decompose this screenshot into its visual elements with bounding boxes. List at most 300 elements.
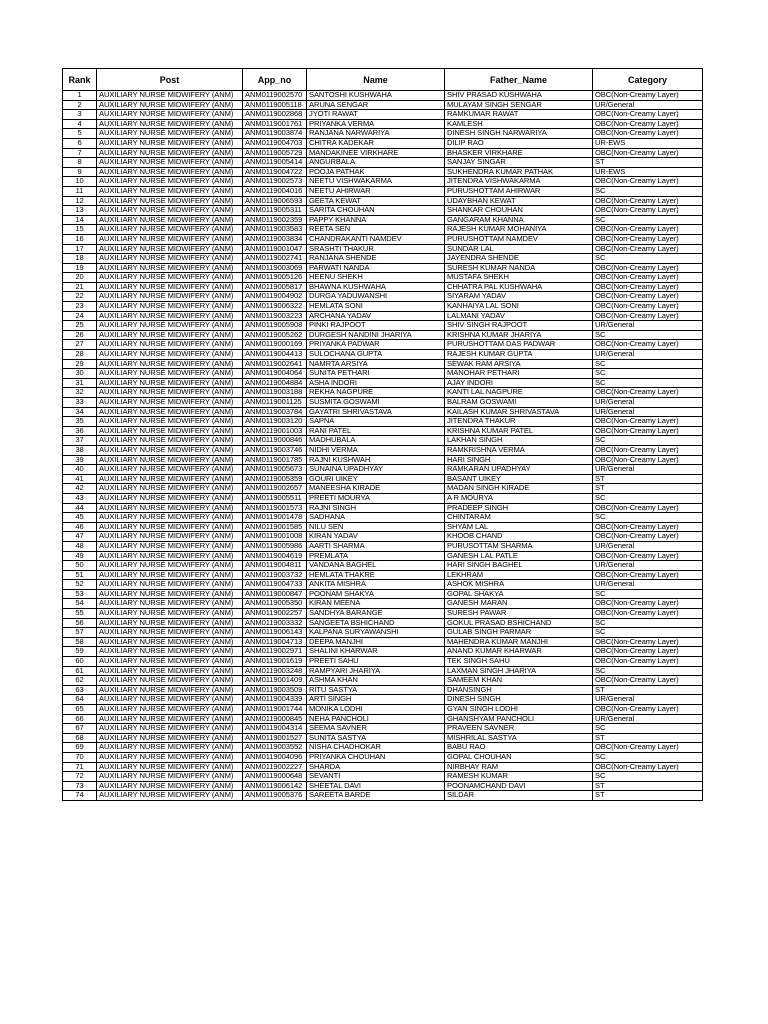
cell-app-no: ANM0119002570 (243, 91, 307, 101)
cell-app-no: ANM0119002641 (243, 359, 307, 369)
cell-rank: 26 (63, 330, 97, 340)
table-row (63, 676, 703, 686)
cell-name: KIRAN MEENA (307, 599, 445, 609)
cell-father-name: BALRAM GOSWAMI (445, 398, 593, 408)
cell-name: SUNAINA UPADHYAY (307, 465, 445, 475)
cell-app-no: ANM0119000169 (243, 340, 307, 350)
cell-category: UR/General (593, 561, 703, 571)
cell-father-name: SURESH PAWAR (445, 609, 593, 619)
cell-name: PRIYANKA CHOUHAN (307, 752, 445, 762)
cell-name: ARCHANA YADAV (307, 311, 445, 321)
table-body (63, 91, 703, 801)
cell-name: DEEPA MANJHI (307, 637, 445, 647)
cell-rank: 20 (63, 273, 97, 283)
cell-rank: 4 (63, 119, 97, 129)
cell-category: SC (593, 359, 703, 369)
cell-post: AUXILIARY NURSE MIDWIFERY (ANM) (97, 273, 243, 283)
cell-name: SULOCHANA GUPTA (307, 350, 445, 360)
cell-post: AUXILIARY NURSE MIDWIFERY (ANM) (97, 465, 243, 475)
cell-app-no: ANM0119005350 (243, 599, 307, 609)
cell-father-name: NIRBHAY RAM (445, 762, 593, 772)
cell-father-name: DHANSINGH (445, 685, 593, 695)
cell-father-name: JITENDRA VISHWAKARMA (445, 177, 593, 187)
cell-rank: 28 (63, 350, 97, 360)
cell-rank: 69 (63, 743, 97, 753)
cell-app-no: ANM0119003120 (243, 417, 307, 427)
cell-post: AUXILIARY NURSE MIDWIFERY (ANM) (97, 254, 243, 264)
cell-post: AUXILIARY NURSE MIDWIFERY (ANM) (97, 445, 243, 455)
cell-rank: 12 (63, 196, 97, 206)
table-row (63, 91, 703, 101)
cell-category: ST (593, 484, 703, 494)
table-row (63, 119, 703, 129)
cell-name: SUNITA PETHARI (307, 369, 445, 379)
cell-post: AUXILIARY NURSE MIDWIFERY (ANM) (97, 148, 243, 158)
cell-father-name: RAMKUMAR RAWAT (445, 110, 593, 120)
cell-name: BHAWNA KUSHWAHA (307, 282, 445, 292)
cell-father-name: UDAYBHAN KEWAT (445, 196, 593, 206)
cell-category: UR/General (593, 100, 703, 110)
cell-name: PRIYANKA VERMA (307, 119, 445, 129)
cell-category: UR/General (593, 350, 703, 360)
cell-category: ST (593, 733, 703, 743)
cell-post: AUXILIARY NURSE MIDWIFERY (ANM) (97, 186, 243, 196)
cell-rank: 58 (63, 637, 97, 647)
table-row (63, 781, 703, 791)
table-row (63, 398, 703, 408)
cell-father-name: MULAYAM SINGH SENGAR (445, 100, 593, 110)
table-row (63, 503, 703, 513)
cell-post: AUXILIARY NURSE MIDWIFERY (ANM) (97, 657, 243, 667)
cell-name: GAYATRI SHRIVASTAVA (307, 407, 445, 417)
cell-father-name: KAMLESH (445, 119, 593, 129)
cell-app-no: ANM0119000648 (243, 772, 307, 782)
cell-category: OBC(Non-Creamy Layer) (593, 522, 703, 532)
cell-father-name: MANOHAR PETHARI (445, 369, 593, 379)
table-row (63, 282, 703, 292)
merit-list-table (62, 68, 703, 801)
cell-category: OBC(Non-Creamy Layer) (593, 292, 703, 302)
cell-father-name: LEKHRAM (445, 570, 593, 580)
cell-app-no: ANM0119001619 (243, 657, 307, 667)
cell-post: AUXILIARY NURSE MIDWIFERY (ANM) (97, 551, 243, 561)
cell-app-no: ANM0119001047 (243, 244, 307, 254)
cell-post: AUXILIARY NURSE MIDWIFERY (ANM) (97, 330, 243, 340)
cell-post: AUXILIARY NURSE MIDWIFERY (ANM) (97, 225, 243, 235)
cell-father-name: SHYAM LAL (445, 522, 593, 532)
table-row (63, 244, 703, 254)
cell-name: PREMLATA (307, 551, 445, 561)
cell-app-no: ANM0119006322 (243, 302, 307, 312)
cell-app-no: ANM0119001409 (243, 676, 307, 686)
cell-post: AUXILIARY NURSE MIDWIFERY (ANM) (97, 628, 243, 638)
cell-name: PINKI RAJPOOT (307, 321, 445, 331)
table-row (63, 541, 703, 551)
cell-rank: 50 (63, 561, 97, 571)
cell-rank: 67 (63, 724, 97, 734)
cell-father-name: CHINTARAM (445, 513, 593, 523)
cell-father-name: LAKHAN SINGH (445, 436, 593, 446)
cell-post: AUXILIARY NURSE MIDWIFERY (ANM) (97, 541, 243, 551)
cell-post: AUXILIARY NURSE MIDWIFERY (ANM) (97, 167, 243, 177)
table-row (63, 292, 703, 302)
table-row (63, 196, 703, 206)
cell-post: AUXILIARY NURSE MIDWIFERY (ANM) (97, 455, 243, 465)
cell-name: RANJANA NARWARIYA (307, 129, 445, 139)
cell-father-name: PRADEEP SINGH (445, 503, 593, 513)
cell-category: SC (593, 724, 703, 734)
cell-name: SAPNA (307, 417, 445, 427)
cell-category: SC (593, 254, 703, 264)
cell-app-no: ANM0119006593 (243, 196, 307, 206)
cell-category: SC (593, 215, 703, 225)
cell-rank: 70 (63, 752, 97, 762)
cell-name: SHALINI KHARWAR (307, 647, 445, 657)
cell-name: RAMPYARI JHARIYA (307, 666, 445, 676)
cell-father-name: GANGARAM KHANNA (445, 215, 593, 225)
cell-app-no: ANM0119005126 (243, 273, 307, 283)
table-row (63, 369, 703, 379)
cell-name: PREETI SAHU (307, 657, 445, 667)
table-row (63, 772, 703, 782)
table-row (63, 609, 703, 619)
cell-category: ST (593, 791, 703, 801)
table-row (63, 532, 703, 542)
cell-app-no: ANM0119005376 (243, 791, 307, 801)
cell-post: AUXILIARY NURSE MIDWIFERY (ANM) (97, 138, 243, 148)
cell-rank: 54 (63, 599, 97, 609)
cell-rank: 11 (63, 186, 97, 196)
table-row (63, 100, 703, 110)
cell-category: OBC(Non-Creamy Layer) (593, 599, 703, 609)
cell-post: AUXILIARY NURSE MIDWIFERY (ANM) (97, 609, 243, 619)
cell-father-name: GHANSHYAM PANCHOLI (445, 714, 593, 724)
cell-father-name: RAJESH KUMAR MOHANIYA (445, 225, 593, 235)
cell-name: MANDAKINEE VIRKHARE (307, 148, 445, 158)
header-rank: Rank (63, 69, 97, 91)
cell-post: AUXILIARY NURSE MIDWIFERY (ANM) (97, 311, 243, 321)
cell-post: AUXILIARY NURSE MIDWIFERY (ANM) (97, 417, 243, 427)
cell-father-name: RAMKRISHNA VERMA (445, 445, 593, 455)
header-row (63, 69, 703, 91)
cell-post: AUXILIARY NURSE MIDWIFERY (ANM) (97, 695, 243, 705)
cell-category: SC (593, 618, 703, 628)
cell-category: OBC(Non-Creamy Layer) (593, 177, 703, 187)
cell-father-name: TEK SINGH SAHU (445, 657, 593, 667)
cell-name: MADHUBALA (307, 436, 445, 446)
cell-category: ST (593, 685, 703, 695)
cell-rank: 63 (63, 685, 97, 695)
cell-father-name: RAMESH KUMAR (445, 772, 593, 782)
cell-category: OBC(Non-Creamy Layer) (593, 225, 703, 235)
cell-category: OBC(Non-Creamy Layer) (593, 503, 703, 513)
cell-post: AUXILIARY NURSE MIDWIFERY (ANM) (97, 666, 243, 676)
table-row (63, 685, 703, 695)
table-row (63, 743, 703, 753)
cell-name: ASHMA KHAN (307, 676, 445, 686)
cell-father-name: KANHAIYA LAL SONI (445, 302, 593, 312)
table-row (63, 350, 703, 360)
cell-rank: 45 (63, 513, 97, 523)
cell-post: AUXILIARY NURSE MIDWIFERY (ANM) (97, 752, 243, 762)
cell-father-name: GOPAL CHOUHAN (445, 752, 593, 762)
cell-father-name: PURUSHOTTAM NAMDEV (445, 234, 593, 244)
cell-father-name: HARI SINGH (445, 455, 593, 465)
table-row (63, 158, 703, 168)
table-row (63, 330, 703, 340)
cell-rank: 10 (63, 177, 97, 187)
cell-rank: 37 (63, 436, 97, 446)
cell-father-name: GANESH LAL PATLE (445, 551, 593, 561)
cell-category: ST (593, 158, 703, 168)
cell-name: GEETA KEWAT (307, 196, 445, 206)
table-row (63, 580, 703, 590)
cell-post: AUXILIARY NURSE MIDWIFERY (ANM) (97, 724, 243, 734)
cell-app-no: ANM0119002257 (243, 609, 307, 619)
table-row (63, 474, 703, 484)
cell-rank: 43 (63, 493, 97, 503)
cell-category: UR/General (593, 541, 703, 551)
cell-rank: 68 (63, 733, 97, 743)
cell-category: OBC(Non-Creamy Layer) (593, 302, 703, 312)
cell-father-name: SHANKAR CHOUHAN (445, 206, 593, 216)
cell-category: OBC(Non-Creamy Layer) (593, 445, 703, 455)
cell-name: NIDHI VERMA (307, 445, 445, 455)
table-row (63, 733, 703, 743)
cell-post: AUXILIARY NURSE MIDWIFERY (ANM) (97, 388, 243, 398)
cell-post: AUXILIARY NURSE MIDWIFERY (ANM) (97, 196, 243, 206)
cell-rank: 62 (63, 676, 97, 686)
cell-name: MANEESHA KIRADE (307, 484, 445, 494)
cell-father-name: BABU RAO (445, 743, 593, 753)
table-row (63, 359, 703, 369)
cell-post: AUXILIARY NURSE MIDWIFERY (ANM) (97, 676, 243, 686)
cell-rank: 59 (63, 647, 97, 657)
cell-app-no: ANM0119003069 (243, 263, 307, 273)
cell-app-no: ANM0119001125 (243, 398, 307, 408)
cell-app-no: ANM0119001585 (243, 522, 307, 532)
cell-app-no: ANM0119003223 (243, 311, 307, 321)
cell-post: AUXILIARY NURSE MIDWIFERY (ANM) (97, 647, 243, 657)
table-row (63, 340, 703, 350)
table-row (63, 388, 703, 398)
cell-category: SC (593, 772, 703, 782)
cell-post: AUXILIARY NURSE MIDWIFERY (ANM) (97, 177, 243, 187)
cell-father-name: AJAY INDORI (445, 378, 593, 388)
cell-app-no: ANM0119005511 (243, 493, 307, 503)
cell-post: AUXILIARY NURSE MIDWIFERY (ANM) (97, 407, 243, 417)
cell-rank: 2 (63, 100, 97, 110)
cell-category: OBC(Non-Creamy Layer) (593, 657, 703, 667)
cell-rank: 17 (63, 244, 97, 254)
cell-post: AUXILIARY NURSE MIDWIFERY (ANM) (97, 350, 243, 360)
cell-app-no: ANM0119005986 (243, 541, 307, 551)
cell-app-no: ANM0119002971 (243, 647, 307, 657)
cell-name: KIRAN YADAV (307, 532, 445, 542)
cell-app-no: ANM0119001785 (243, 455, 307, 465)
cell-rank: 60 (63, 657, 97, 667)
cell-name: RAJNI SINGH (307, 503, 445, 513)
cell-post: AUXILIARY NURSE MIDWIFERY (ANM) (97, 244, 243, 254)
cell-rank: 19 (63, 263, 97, 273)
cell-name: HEMLATA THAKRE (307, 570, 445, 580)
table-row (63, 321, 703, 331)
cell-father-name: PURUSHOTTAM AHIRWAR (445, 186, 593, 196)
cell-rank: 8 (63, 158, 97, 168)
cell-app-no: ANM0119004884 (243, 378, 307, 388)
cell-father-name: JAYENDRA SHENDE (445, 254, 593, 264)
cell-rank: 56 (63, 618, 97, 628)
cell-rank: 72 (63, 772, 97, 782)
cell-father-name: GANESH MARAN (445, 599, 593, 609)
table-row (63, 311, 703, 321)
cell-category: SC (593, 493, 703, 503)
cell-name: SUSMITA GOSWAMI (307, 398, 445, 408)
cell-father-name: PRAVEEN SAVNER (445, 724, 593, 734)
cell-rank: 61 (63, 666, 97, 676)
cell-app-no: ANM0119003332 (243, 618, 307, 628)
cell-category: OBC(Non-Creamy Layer) (593, 340, 703, 350)
cell-rank: 66 (63, 714, 97, 724)
cell-rank: 7 (63, 148, 97, 158)
table-row (63, 714, 703, 724)
cell-rank: 65 (63, 705, 97, 715)
cell-father-name: SEWAK RAM ARSIYA (445, 359, 593, 369)
cell-post: AUXILIARY NURSE MIDWIFERY (ANM) (97, 493, 243, 503)
cell-app-no: ANM0119001527 (243, 733, 307, 743)
cell-rank: 24 (63, 311, 97, 321)
cell-post: AUXILIARY NURSE MIDWIFERY (ANM) (97, 705, 243, 715)
cell-app-no: ANM0119004733 (243, 580, 307, 590)
cell-post: AUXILIARY NURSE MIDWIFERY (ANM) (97, 637, 243, 647)
cell-name: RITU SASTYA (307, 685, 445, 695)
cell-name: HEENU SHEKH (307, 273, 445, 283)
cell-father-name: ANAND KUMAR KHARWAR (445, 647, 593, 657)
cell-category: OBC(Non-Creamy Layer) (593, 282, 703, 292)
cell-father-name: BHASKER VIRKHARE (445, 148, 593, 158)
cell-category: SC (593, 589, 703, 599)
table-row (63, 177, 703, 187)
cell-father-name: KANTI LAL NAGPURE (445, 388, 593, 398)
cell-category: OBC(Non-Creamy Layer) (593, 263, 703, 273)
table-row (63, 493, 703, 503)
cell-father-name: KHOOB CHAND (445, 532, 593, 542)
cell-name: CHANDRAKANTI NAMDEV (307, 234, 445, 244)
table-row (63, 302, 703, 312)
cell-app-no: ANM0119000845 (243, 714, 307, 724)
table-row (63, 215, 703, 225)
cell-rank: 49 (63, 551, 97, 561)
cell-name: SANTOSHI KUSHWAHA (307, 91, 445, 101)
cell-rank: 41 (63, 474, 97, 484)
table-row (63, 138, 703, 148)
header-father-name: Father_Name (445, 69, 593, 91)
cell-category: UR/General (593, 398, 703, 408)
cell-post: AUXILIARY NURSE MIDWIFERY (ANM) (97, 321, 243, 331)
cell-father-name: PURUSOTTAM SHARMA (445, 541, 593, 551)
cell-post: AUXILIARY NURSE MIDWIFERY (ANM) (97, 398, 243, 408)
cell-app-no: ANM0119003248 (243, 666, 307, 676)
cell-rank: 31 (63, 378, 97, 388)
cell-name: ANGURBALA (307, 158, 445, 168)
cell-post: AUXILIARY NURSE MIDWIFERY (ANM) (97, 589, 243, 599)
cell-post: AUXILIARY NURSE MIDWIFERY (ANM) (97, 129, 243, 139)
cell-category: SC (593, 628, 703, 638)
cell-app-no: ANM0119001003 (243, 426, 307, 436)
table-row (63, 436, 703, 446)
cell-name: DURGA YADUWANSHI (307, 292, 445, 302)
cell-app-no: ANM0119000847 (243, 589, 307, 599)
cell-rank: 23 (63, 302, 97, 312)
cell-post: AUXILIARY NURSE MIDWIFERY (ANM) (97, 215, 243, 225)
cell-name: AARTI SHARMA (307, 541, 445, 551)
cell-father-name: DINESH SINGH NARWARIYA (445, 129, 593, 139)
cell-app-no: ANM0119001008 (243, 532, 307, 542)
cell-category: SC (593, 513, 703, 523)
cell-category: SC (593, 436, 703, 446)
cell-rank: 44 (63, 503, 97, 513)
table-row (63, 129, 703, 139)
cell-app-no: ANM0119005817 (243, 282, 307, 292)
cell-rank: 64 (63, 695, 97, 705)
cell-father-name: SHIV SINGH RAJPOOT (445, 321, 593, 331)
cell-category: OBC(Non-Creamy Layer) (593, 91, 703, 101)
cell-rank: 71 (63, 762, 97, 772)
cell-post: AUXILIARY NURSE MIDWIFERY (ANM) (97, 234, 243, 244)
cell-father-name: SANJAY SINGAR (445, 158, 593, 168)
cell-app-no: ANM0119000846 (243, 436, 307, 446)
table-row (63, 484, 703, 494)
cell-post: AUXILIARY NURSE MIDWIFERY (ANM) (97, 369, 243, 379)
cell-father-name: LALMANI YADAV (445, 311, 593, 321)
cell-post: AUXILIARY NURSE MIDWIFERY (ANM) (97, 733, 243, 743)
cell-rank: 73 (63, 781, 97, 791)
cell-name: POOJA PATHAK (307, 167, 445, 177)
cell-rank: 47 (63, 532, 97, 542)
cell-app-no: ANM0119004619 (243, 551, 307, 561)
cell-app-no: ANM0119004713 (243, 637, 307, 647)
cell-post: AUXILIARY NURSE MIDWIFERY (ANM) (97, 426, 243, 436)
cell-category: OBC(Non-Creamy Layer) (593, 129, 703, 139)
cell-rank: 18 (63, 254, 97, 264)
cell-father-name: A R MOURYA (445, 493, 593, 503)
cell-app-no: ANM0119003552 (243, 743, 307, 753)
cell-father-name: BASANT UIKEY (445, 474, 593, 484)
cell-father-name: MISHRILAL SASTYA (445, 733, 593, 743)
cell-app-no: ANM0119001761 (243, 119, 307, 129)
cell-category: UR/General (593, 714, 703, 724)
table-row (63, 695, 703, 705)
cell-rank: 48 (63, 541, 97, 551)
cell-father-name: MADAN SINGH KIRADE (445, 484, 593, 494)
table-row (63, 407, 703, 417)
cell-name: POONAM SHAKYA (307, 589, 445, 599)
cell-father-name: GYAN SINGH LODHI (445, 705, 593, 715)
cell-father-name: GOKUL PRASAD BSHICHAND (445, 618, 593, 628)
cell-father-name: KAILASH KUMAR SHRIVASTAVA (445, 407, 593, 417)
table-row (63, 724, 703, 734)
cell-category: OBC(Non-Creamy Layer) (593, 532, 703, 542)
cell-name: HEMLATA SONI (307, 302, 445, 312)
cell-name: ANKITA MISHRA (307, 580, 445, 590)
cell-category: OBC(Non-Creamy Layer) (593, 119, 703, 129)
cell-father-name: SUKHENDRA KUMAR PATHAK (445, 167, 593, 177)
cell-category: OBC(Non-Creamy Layer) (593, 110, 703, 120)
cell-app-no: ANM0119005729 (243, 148, 307, 158)
cell-rank: 40 (63, 465, 97, 475)
cell-father-name: MAHENDRA KUMAR MANJHI (445, 637, 593, 647)
cell-father-name: CHHATRA PAL KUSHWAHA (445, 282, 593, 292)
